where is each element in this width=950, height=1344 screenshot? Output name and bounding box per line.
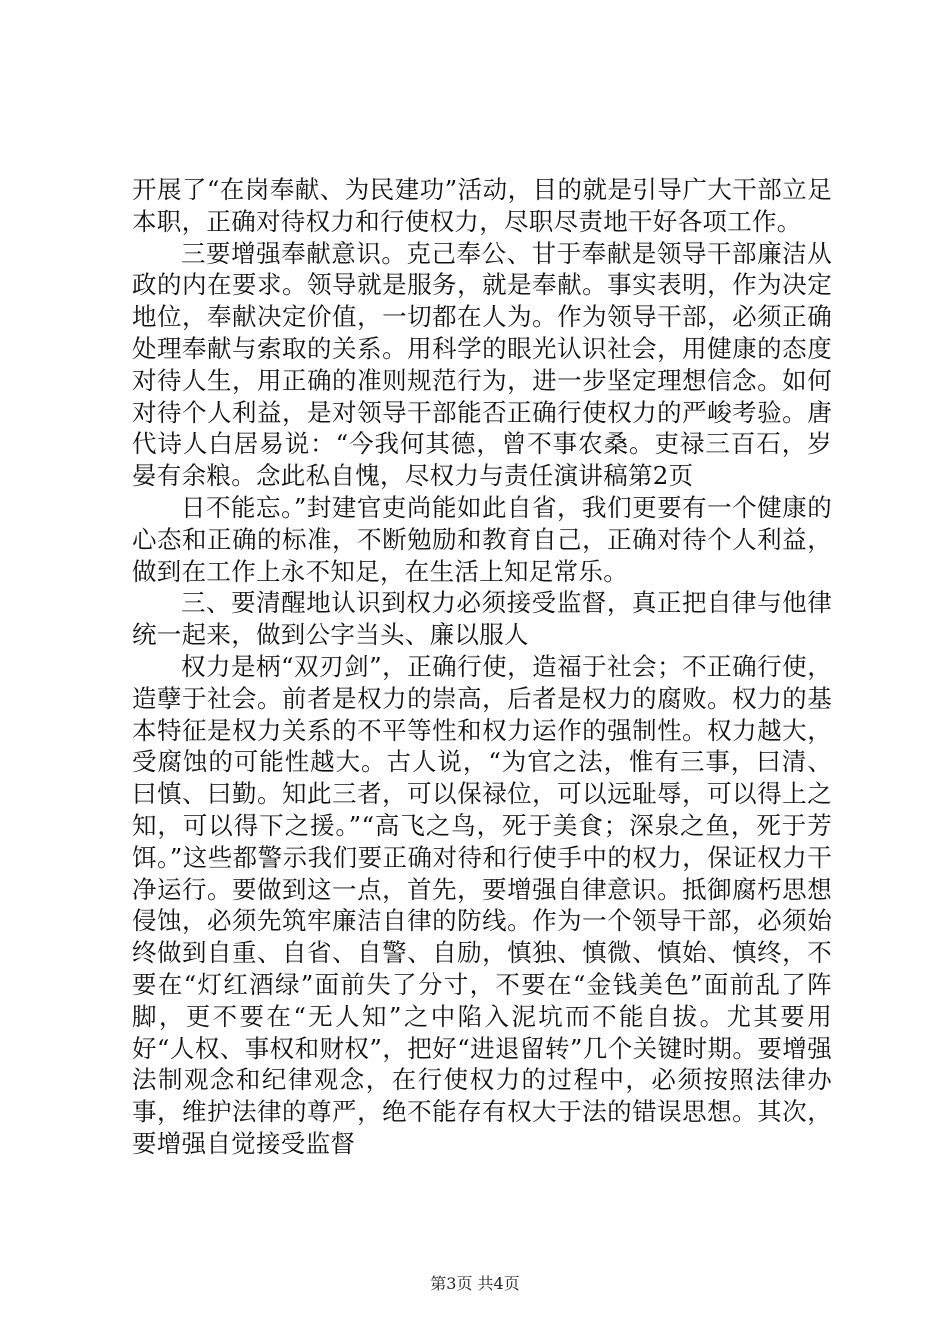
page-indicator: 第3页 共4页 (430, 1274, 520, 1293)
paragraph-4: 权力是柄“双刃剑”，正确行使，造福于社会；不正确行使，造孽于社会。前者是权力的崇高，后者是权力的腐败。权力的基本特征是权力关系的不平等性和权力运作的强制性。权力越大，受腐蚀的可能性越大。古人说，“为官之法，惟有三事，曰清、曰慎、曰勤。知此三者，可以保禄位，可以远耻辱，可以得上之知，可以得下之援。”“高飞之鸟，死于美食；深泉之鱼，死于芳饵。”这些都警示我们要正确对待和行使手中的权力，保证权力干净运行。要做到这一点，首先，要增强自律意识。抵御腐朽思想侵蚀，必须先筑牢廉洁自律的防线。作为一个领导干部，必须始终做到自重、自省、自警、自励，慎独、慎微、慎始、慎终，不要在“灯红酒绿”面前失了分寸，不要在“金钱美色”面前乱了阵脚，更不要在“无人知”之中陷入泥坑而不能自拔。尤其要用好“人权、事权和财权”，把好“进退留转”几个关键时期。要增强法制观念和纪律观念，在行使权力的过程中，必须按照法律办事，维护法律的尊严，绝不能存有权大于法的错误思想。其次，要增强自觉接受监督 (132, 651, 832, 1158)
paragraph-1: 开展了“在岗奉献、为民建功”活动，目的就是引导广大干部立足本职，正确对待权力和行使权力，尽职尽责地干好各项工作。 (132, 175, 832, 236)
paragraph-3: 日不能忘。”封建官吏尚能如此自省，我们更要有一个健康的心态和正确的标准，不断勉励和教育自己，正确对待个人利益，做到在工作上永不知足，在生活上知足常乐。 (132, 492, 832, 586)
paragraph-2: 三要增强奉献意识。克己奉公、甘于奉献是领导干部廉洁从政的内在要求。领导就是服务，就是奉献。事实表明，作为决定地位，奉献决定价值，一切都在人为。作为领导干部，必须正确处理奉献与索取的关系。用科学的眼光认识社会，用健康的态度对待人生，用正确的准则规范行为，进一步坚定理想信念。如何对待个人利益，是对领导干部能否正确行使权力的严峻考验。唐代诗人白居易说：“今我何其德，曾不事农桑。吏禄三百石，岁晏有余粮。念此私自愧，尽权力与责任演讲稿第2页 (132, 238, 832, 491)
section-heading: 三、要清醒地认识到权力必须接受监督，真正把自律与他律统一起来，做到公字当头、廉以服人 (132, 588, 832, 650)
document-body (132, 174, 832, 1160)
page-footer (0, 1274, 950, 1294)
